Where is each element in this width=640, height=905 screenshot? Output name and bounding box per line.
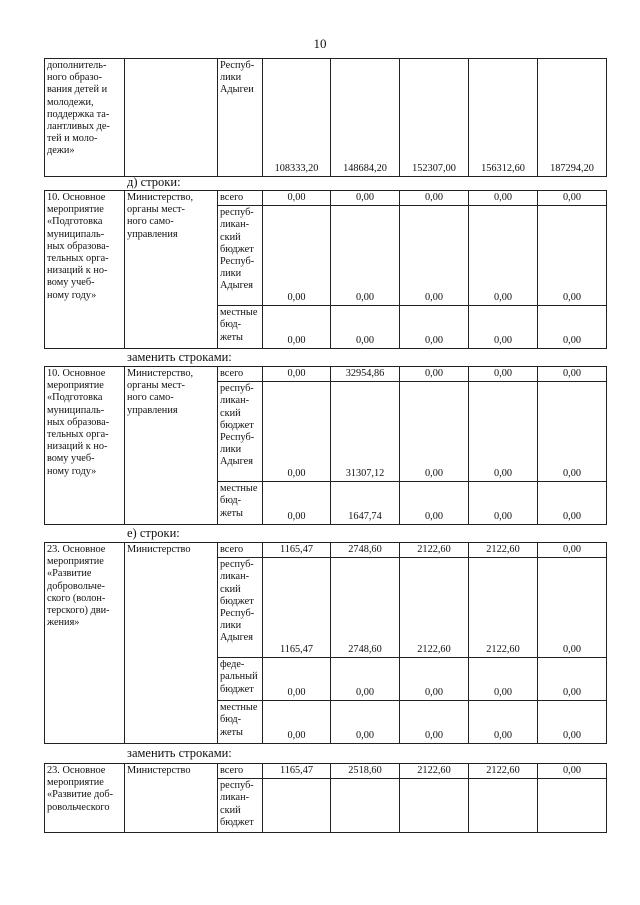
table-block-e-replacement [44,763,607,833]
responsible-party [125,59,218,177]
funding-source: местные бюд- жеты [218,482,263,525]
funding-source: всего [218,764,263,779]
funding-source: всего [218,543,263,558]
responsible-party: Министерство [125,543,218,744]
table-top-continuation [44,58,607,177]
value-cell: 0,00 [469,658,538,701]
value-cell: 2122,60 [469,764,538,779]
value-cell: 0,00 [400,206,469,306]
section-heading-e: е) строки: [127,526,180,540]
value-cell [469,779,538,833]
value-cell: 0,00 [400,658,469,701]
value-cell: 2122,60 [469,558,538,658]
value-cell: 32954,86 [331,367,400,382]
funding-source: феде- ральный бюджет [218,658,263,701]
value-cell: 2748,60 [331,543,400,558]
funding-source: респуб- ликан- ский бюджет Респуб- лики Адыгея [218,206,263,306]
table-row [45,367,607,382]
funding-source: Респуб- лики Адыгеи [218,59,263,177]
value-cell: 0,00 [538,701,607,744]
funding-source: всего [218,191,263,206]
value-cell: 0,00 [263,367,331,382]
value-cell: 0,00 [400,482,469,525]
value-cell: 0,00 [263,701,331,744]
value-cell: 1165,47 [263,764,331,779]
value-cell: 0,00 [469,206,538,306]
value-cell: 2122,60 [469,543,538,558]
responsible-party: Министерство, органы мест- ного само- управления [125,191,218,349]
value-cell: 0,00 [400,701,469,744]
table-block-d-replacement [44,366,607,525]
value-cell: 0,00 [538,382,607,482]
value-cell: 0,00 [538,658,607,701]
section-heading-d: д) строки: [127,175,181,189]
funding-source: местные бюд- жеты [218,701,263,744]
value-cell: 1165,47 [263,543,331,558]
value-cell: 148684,20 [331,59,400,177]
value-cell: 0,00 [331,658,400,701]
table-row [45,191,607,206]
measure-description: 10. Основное мероприятие «Подготовка муниципаль- ных образова- тельных орга- низаций к но- вому учеб- ному году» [45,191,125,349]
value-cell: 0,00 [469,482,538,525]
value-cell: 1165,47 [263,558,331,658]
value-cell: 2122,60 [400,764,469,779]
responsible-party: Министерство, органы мест- ного само- управления [125,367,218,525]
value-cell: 2748,60 [331,558,400,658]
value-cell: 0,00 [263,382,331,482]
value-cell: 0,00 [469,701,538,744]
value-cell: 0,00 [538,482,607,525]
value-cell: 0,00 [538,367,607,382]
value-cell: 0,00 [400,382,469,482]
section-heading-replace-2: заменить строками: [127,746,232,760]
value-cell [263,779,331,833]
page-number: 10 [313,36,327,51]
value-cell: 2122,60 [400,543,469,558]
table-block-e [44,542,607,744]
value-cell: 0,00 [538,306,607,349]
value-cell [331,779,400,833]
value-cell: 1647,74 [331,482,400,525]
value-cell [400,779,469,833]
value-cell: 0,00 [400,191,469,206]
value-cell: 0,00 [263,191,331,206]
value-cell [538,779,607,833]
value-cell: 0,00 [331,191,400,206]
measure-description: 23. Основное мероприятие «Развитие доб- ровольческого [45,764,125,833]
value-cell: 0,00 [469,306,538,349]
funding-source: местные бюд- жеты [218,306,263,349]
value-cell: 108333,20 [263,59,331,177]
table-block-d [44,190,607,349]
value-cell: 0,00 [538,764,607,779]
value-cell: 0,00 [538,558,607,658]
value-cell: 0,00 [400,306,469,349]
value-cell: 2518,60 [331,764,400,779]
value-cell: 0,00 [263,206,331,306]
value-cell: 187294,20 [538,59,607,177]
funding-source: респуб- ликан- ский бюджет [218,779,263,833]
table-row [45,764,607,779]
value-cell: 0,00 [331,701,400,744]
table-row [45,59,607,177]
value-cell: 0,00 [400,367,469,382]
value-cell: 156312,60 [469,59,538,177]
value-cell: 0,00 [331,306,400,349]
value-cell: 0,00 [263,658,331,701]
value-cell: 0,00 [469,367,538,382]
funding-source: всего [218,367,263,382]
value-cell: 0,00 [263,482,331,525]
value-cell: 0,00 [538,543,607,558]
measure-description: дополнитель- ного образо- вания детей и молодежи, поддержка та- лантливых де- тей и моло- дежи» [45,59,125,177]
value-cell: 0,00 [538,206,607,306]
funding-source: респуб- ликан- ский бюджет Респуб- лики Адыгея [218,558,263,658]
value-cell: 0,00 [469,382,538,482]
funding-source: респуб- ликан- ский бюджет Респуб- лики Адыгея [218,382,263,482]
section-heading-replace-1: заменить строками: [127,350,232,364]
table-row [45,543,607,558]
value-cell: 0,00 [538,191,607,206]
measure-description: 23. Основное мероприятие «Развитие добровольче- ского (волон- терского) дви- жения» [45,543,125,744]
value-cell: 0,00 [263,306,331,349]
value-cell: 31307,12 [331,382,400,482]
value-cell: 2122,60 [400,558,469,658]
responsible-party: Министерство [125,764,218,833]
measure-description: 10. Основное мероприятие «Подготовка муниципаль- ных образова- тельных орга- низаций к но- вому учеб- ному году» [45,367,125,525]
value-cell: 152307,00 [400,59,469,177]
value-cell: 0,00 [469,191,538,206]
value-cell: 0,00 [331,206,400,306]
